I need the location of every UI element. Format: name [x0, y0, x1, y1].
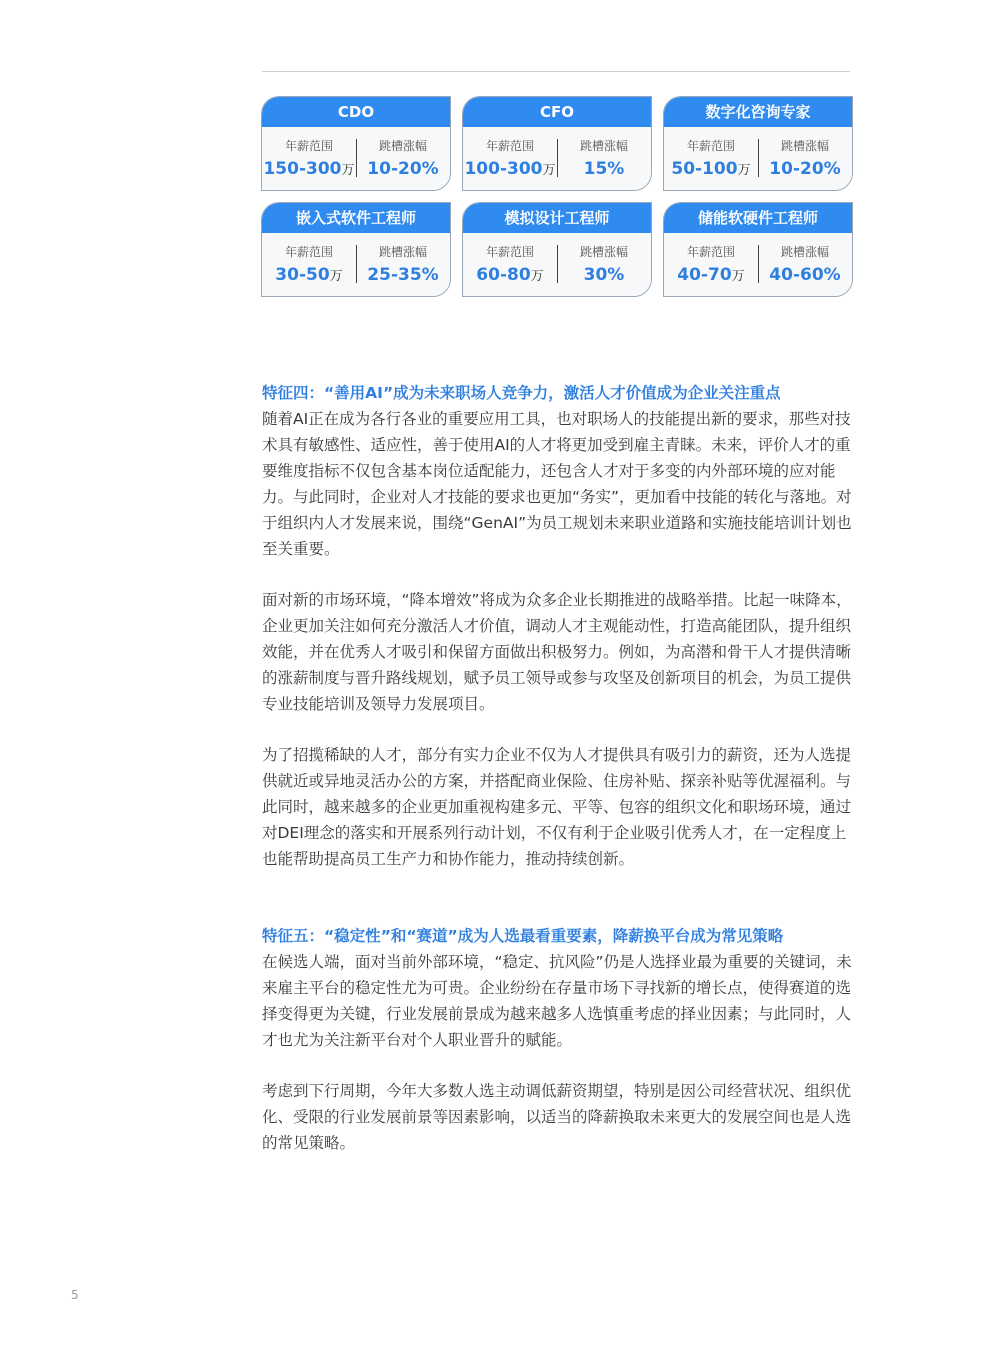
- salary-range-label: 年薪范围: [284, 245, 333, 259]
- raise-value: 30%: [583, 265, 625, 285]
- salary-unit: 万: [542, 163, 556, 178]
- salary-range-label: 年薪范围: [686, 245, 735, 259]
- card-body: [664, 127, 852, 190]
- salary-unit: 万: [731, 269, 745, 284]
- section-five-paragraph-2: 考虑到下行周期，今年大多数人选主动调低薪资期望，特别是因公司经营状况、组织优化、受限的行业发展前景等因素影响，以适当的降薪换取未来更大的发展空间也是人选的常见策略。: [262, 1082, 852, 1152]
- card-title: 模拟设计工程师: [463, 203, 651, 233]
- card-title: 嵌入式软件工程师: [262, 203, 450, 233]
- card-body: [262, 127, 450, 190]
- salary-number: 50-100: [671, 159, 738, 179]
- salary-range-value: [664, 158, 758, 182]
- salary-card-grid: [261, 96, 853, 298]
- salary-card-embedded-engineer: [261, 202, 451, 297]
- section-four-paragraph-1: 随着AI正在成为各行各业的重要应用工具，也对职场人的技能提出新的要求，那些对技术具有敏感性、适应性，善于使用AI的人才将更加受到雇主青睐。未来，评价人才的重要维度指标不仅包含基本岗位适配能力，还包含人才对于多变的内外部环境的应对能力。与此同时，企业对人才技能的要求也更加“务实”，更加看中技能的转化与落地。对于组织内人才发展来说，围绕“GenAI”为员工规划未来职业道路和实施技能培训计划也至关重要。: [262, 410, 852, 558]
- card-body: [262, 233, 450, 296]
- raise-label: 跳槽涨幅: [579, 139, 628, 153]
- salary-card-cfo: [462, 96, 652, 191]
- salary-range-cell: [262, 233, 356, 296]
- card-body: [463, 127, 651, 190]
- salary-range-cell: [463, 127, 557, 190]
- raise-label: 跳槽涨幅: [780, 245, 829, 259]
- salary-unit: 万: [530, 269, 544, 284]
- raise-cell: [557, 233, 651, 296]
- salary-range-cell: [664, 127, 758, 190]
- salary-card-energy-storage-engineer: [663, 202, 853, 297]
- raise-cell: [758, 127, 852, 190]
- raise-label: 跳槽涨幅: [780, 139, 829, 153]
- salary-card-cdo: [261, 96, 451, 191]
- raise-cell: [356, 233, 450, 296]
- card-title: 数字化咨询专家: [664, 97, 852, 127]
- card-title: 储能软硬件工程师: [664, 203, 852, 233]
- section-four-paragraph-3: 为了招揽稀缺的人才，部分有实力企业不仅为人才提供具有吸引力的薪资，还为人选提供就近或异地灵活办公的方案，并搭配商业保险、住房补贴、探亲补贴等优渥福利。与此同时，越来越多的企业更加重视构建多元、平等、包容的组织文化和职场环境，通过对DEI理念的落实和开展系列行动计划，不仅有利于企业吸引优秀人才，在一定程度上也能帮助提高员工生产力和协作能力，推动持续创新。: [262, 746, 852, 868]
- raise-cell: [356, 127, 450, 190]
- raise-label: 跳槽涨幅: [378, 245, 427, 259]
- salary-unit: 万: [341, 163, 355, 178]
- salary-range-value: [463, 264, 557, 288]
- card-title: CFO: [463, 97, 651, 127]
- salary-card-digital-consultant: [663, 96, 853, 191]
- salary-unit: 万: [737, 163, 751, 178]
- salary-range-value: [463, 158, 557, 182]
- section-four-heading: 特征四：“善用AI”成为未来职场人竞争力，激活人才价值成为企业关注重点: [262, 384, 781, 402]
- salary-range-value: [262, 158, 356, 182]
- top-divider: [262, 71, 850, 72]
- salary-range-label: 年薪范围: [485, 245, 534, 259]
- section-four-paragraph-2: 面对新的市场环境，“降本增效”将成为众多企业长期推进的战略举措。比起一味降本，企业更加关注如何充分激活人才价值，调动人才主观能动性，打造高能团队，提升组织效能，并在优秀人才吸引和保留方面做出积极努力。例如，为高潜和骨干人才提供清晰的涨薪制度与晋升路线规划，赋予员工领导或参与攻坚及创新项目的机会，为员工提供专业技能培训及领导力发展项目。: [262, 591, 852, 713]
- salary-range-value: [262, 264, 356, 288]
- salary-number: 40-70: [677, 265, 732, 285]
- salary-range-label: 年薪范围: [284, 139, 333, 153]
- card-body: [463, 233, 651, 296]
- page-number: 5: [71, 1288, 79, 1302]
- salary-range-cell: [463, 233, 557, 296]
- salary-number: 100-300: [464, 159, 543, 179]
- salary-card-analog-engineer: [462, 202, 652, 297]
- raise-value: 40-60%: [769, 265, 841, 285]
- raise-value: 15%: [583, 159, 625, 179]
- raise-value: 10-20%: [769, 159, 841, 179]
- salary-number: 60-80: [476, 265, 531, 285]
- card-body: [664, 233, 852, 296]
- salary-range-value: [664, 264, 758, 288]
- raise-cell: [557, 127, 651, 190]
- salary-number: 150-300: [263, 159, 342, 179]
- salary-range-cell: [262, 127, 356, 190]
- salary-range-label: 年薪范围: [485, 139, 534, 153]
- raise-value: 25-35%: [367, 265, 439, 285]
- raise-cell: [758, 233, 852, 296]
- section-five-heading: 特征五：“稳定性”和“赛道”成为人选最看重要素，降薪换平台成为常见策略: [262, 927, 784, 945]
- raise-value: 10-20%: [367, 159, 439, 179]
- salary-range-cell: [664, 233, 758, 296]
- salary-unit: 万: [329, 269, 343, 284]
- salary-number: 30-50: [275, 265, 330, 285]
- raise-label: 跳槽涨幅: [579, 245, 628, 259]
- section-five-paragraph-1: 在候选人端，面对当前外部环境，“稳定、抗风险”仍是人选择业最为重要的关键词，未来雇主平台的稳定性尤为可贵。企业纷纷在存量市场下寻找新的增长点，使得赛道的选择变得更为关键，行业发展前景成为越来越多人选慎重考虑的择业因素；与此同时，人才也尤为关注新平台对个人职业晋升的赋能。: [262, 953, 852, 1049]
- salary-range-label: 年薪范围: [686, 139, 735, 153]
- raise-label: 跳槽涨幅: [378, 139, 427, 153]
- card-title: CDO: [262, 97, 450, 127]
